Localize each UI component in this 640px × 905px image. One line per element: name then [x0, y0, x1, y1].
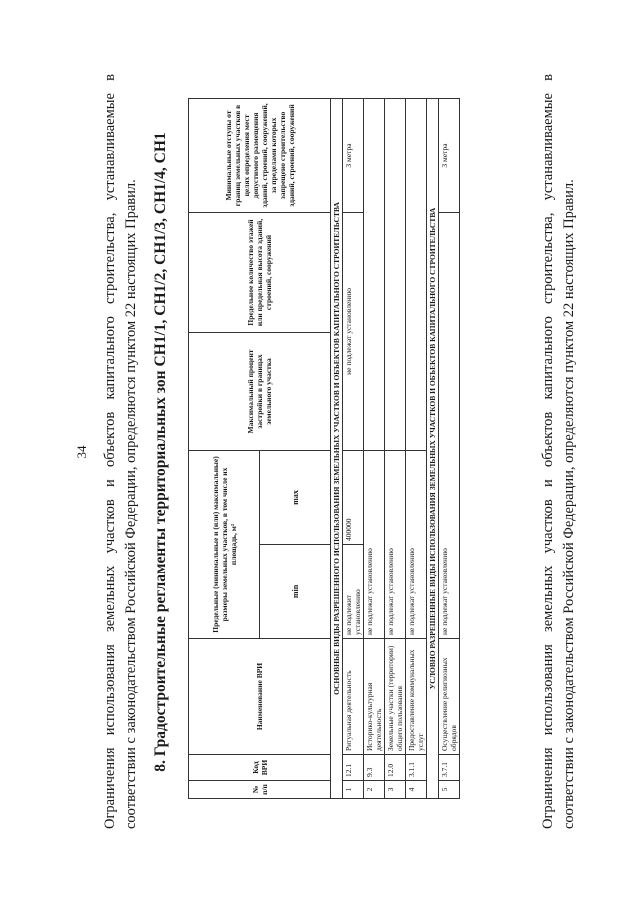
row-max: 400000 [343, 450, 364, 544]
row-code: 12.1 [343, 755, 364, 781]
row-empty [406, 98, 427, 450]
row-num: 3 [385, 781, 406, 799]
header-num: № п/п [189, 781, 331, 799]
header-size-min: min [260, 545, 331, 639]
row-coverage-floors: не подлежат установлению [343, 212, 364, 450]
row-code: 3.7.1 [439, 755, 460, 781]
row-min: не подлежит установлению [343, 545, 364, 639]
row-min-max: не подлежат установлению [385, 450, 406, 638]
row-code: 9.3 [364, 755, 385, 781]
rotated-content [60, 57, 580, 847]
section-heading: 8. Градостроительные регламенты территориальных зон СН1/1, СН1/2, СН1/3, СН1/4, СН1 [152, 132, 169, 772]
header-size: Предельные (минимальные и (или) максимальные) размеры земельных участков, в том числе их площадь, м² [189, 450, 260, 638]
intro-paragraph-line-1: Ограничения использования земельных участков и объектов капитального строительства, устанавливаемые в [102, 74, 118, 829]
row-min-max: не подлежат установлению [439, 212, 460, 638]
regulations-table [188, 98, 460, 799]
row-min-max: не подлежат установлению [406, 450, 427, 638]
outro-paragraph-line-2: соответствии с законодательством Российской Федерации, определяются пунктом 22 настоящих Правил. [561, 179, 577, 829]
section-title-conditional: УСЛОВНО РАЗРЕШЕННЫЕ ВИДЫ ИСПОЛЬЗОВАНИЯ ЗЕМЕЛЬНЫХ УЧАСТКОВ И ОБЪЕКТОВ КАПИТАЛЬНОГО СТРОИТЕЛЬСТВА [427, 98, 439, 798]
row-num: 4 [406, 781, 427, 799]
page-number: 34 [74, 445, 89, 459]
header-floors: Предельное количество этажей или предельная высота зданий, строений, сооружений [189, 212, 331, 332]
row-setback: 3 метра [439, 98, 460, 212]
section-row-conditional [427, 98, 439, 798]
intro-paragraph [100, 74, 142, 829]
outro-paragraph [538, 74, 580, 829]
table-row [343, 98, 364, 798]
section-row-main [331, 98, 343, 798]
row-name: Земельные участки (территории) общего пользования [385, 639, 406, 755]
row-name: Ритуальная деятельность [343, 639, 364, 755]
header-code: Код ВРИ [189, 755, 331, 781]
row-empty [364, 98, 385, 450]
row-num: 5 [439, 781, 460, 799]
row-min-max: не подлежат установлению [364, 450, 385, 638]
table-row [364, 98, 385, 798]
row-num: 2 [364, 781, 385, 799]
header-name: Наименование ВРИ [189, 639, 331, 755]
row-empty [385, 98, 406, 450]
row-code: 12.0 [385, 755, 406, 781]
row-name: Историко-культурная деятельность [364, 639, 385, 755]
table-row [406, 98, 427, 798]
row-name: Предоставление коммунальных услуг [406, 639, 427, 755]
header-coverage: Максимальный процент застройки в границах земельного участка [189, 332, 331, 450]
table-row [385, 98, 406, 798]
row-code: 3.1.1 [406, 755, 427, 781]
outro-paragraph-line-1: Ограничения использования земельных участков и объектов капитального строительства, устанавливаемые в [540, 74, 556, 829]
header-setback: Минимальные отступы от границ земельных участков в целях определения мест допустимого размещения зданий, строений, сооружений, за пределами которых запрещено строительство зданий, строений, сооружений [189, 98, 331, 212]
intro-paragraph-line-2: соответствии с законодательством Российской Федерации, определяются пунктом 22 настоящих Правил. [123, 179, 139, 829]
table-row [439, 98, 460, 798]
row-setback: 3 метра [343, 98, 364, 212]
row-name: Осуществление религиозных обрядов [439, 639, 460, 755]
header-size-max: max [260, 450, 331, 544]
section-title-main: ОСНОВНЫЕ ВИДЫ РАЗРЕШЕННОГО ИСПОЛЬЗОВАНИЯ ЗЕМЕЛЬНЫХ УЧАСТКОВ И ОБЪЕКТОВ КАПИТАЛЬНОГО СТРОИТЕЛЬСТВА [331, 98, 343, 798]
table-header-row [189, 98, 260, 798]
row-num: 1 [343, 781, 364, 799]
